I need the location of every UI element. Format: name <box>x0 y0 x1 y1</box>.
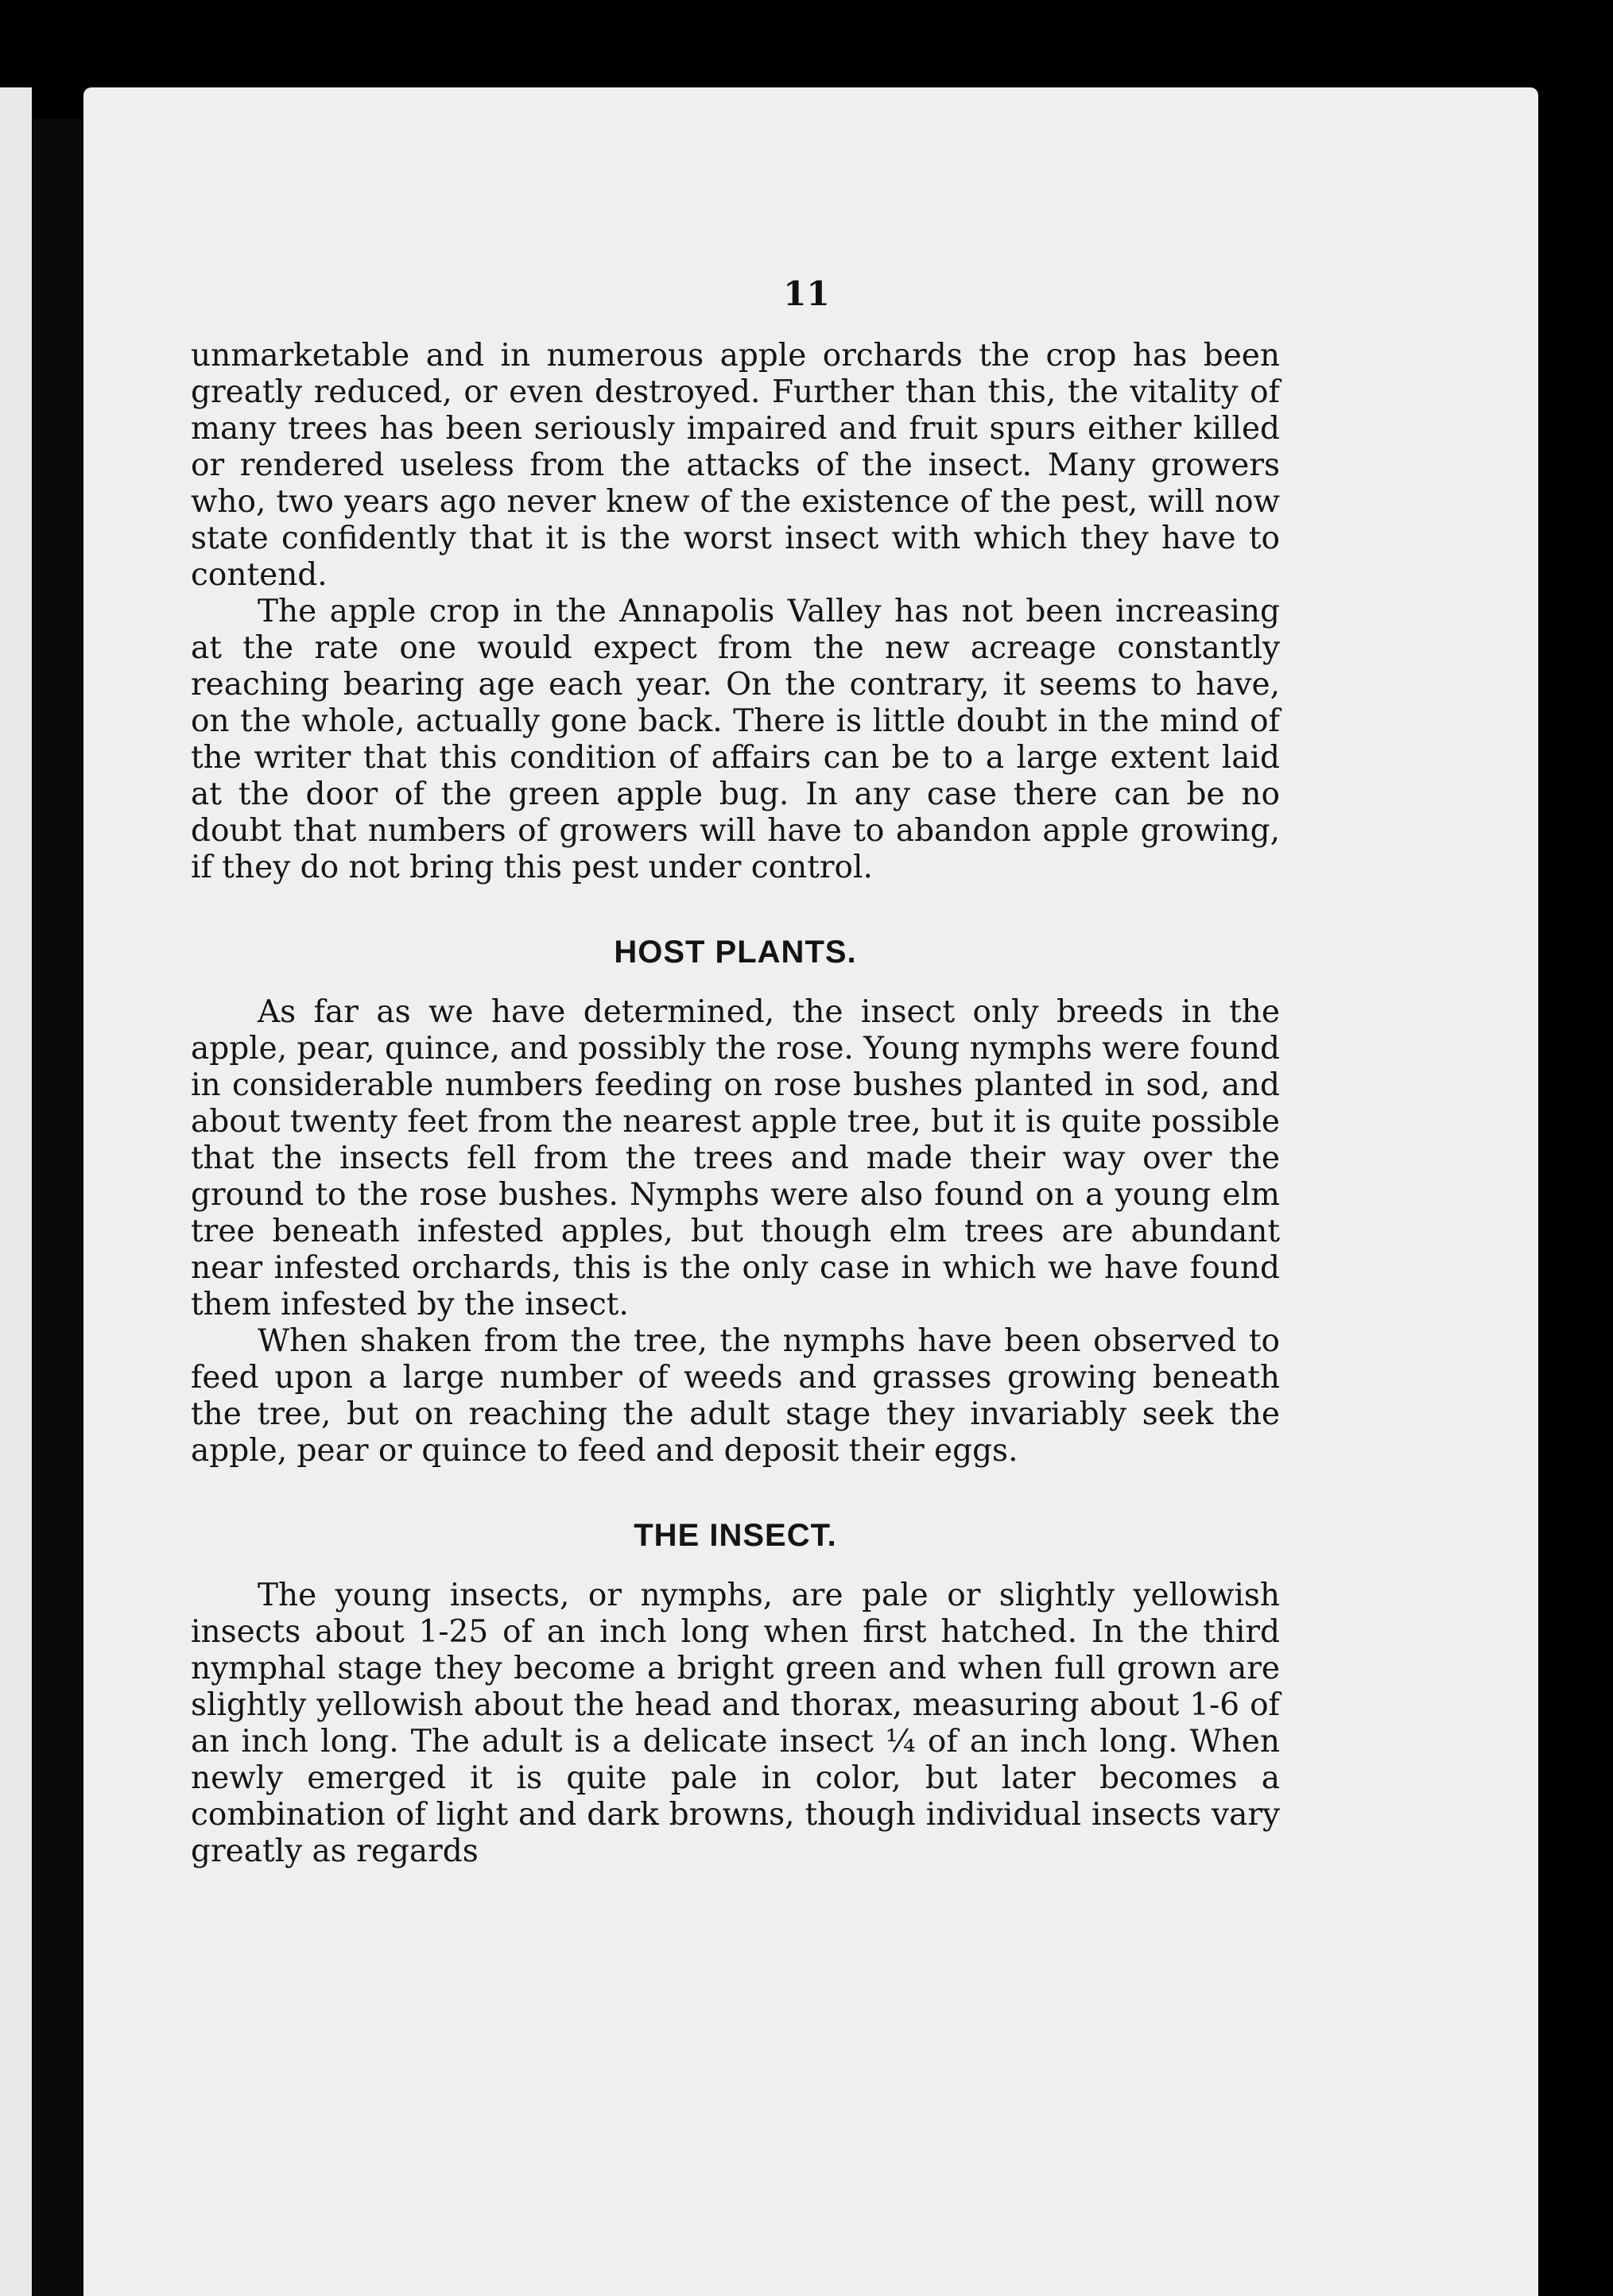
paragraph-nymph-feeding: When shaken from the tree, the nymphs have been observed to feed upon a large number of weeds and grasses growing beneath the tree, but on reaching the adult stage they invariably seek the apple, pear or quince to feed and deposit their eggs. <box>191 1323 1280 1469</box>
paragraph-continued: unmarketable and in numerous apple orchards the crop has been greatly reduced, or even destroyed. Further than this, the vitality of many trees has been seriously impaired and fruit spurs either killed or rendered useless from the attacks of the insect. Many growers who, two years ago never knew of the existence of the pest, will now state confidently that it is the worst insect with which they have to contend. <box>191 338 1280 593</box>
facing-page-edge <box>0 87 32 2296</box>
page-number: 11 <box>783 274 830 313</box>
heading-host-plants: HOST PLANTS. <box>614 935 857 970</box>
heading-the-insect: THE INSECT. <box>634 1518 837 1553</box>
paragraph-the-insect: The young insects, or nymphs, are pale or slightly yellowish insects about 1-25 of an inch long when first hatched. In the third nymphal stage they become a bright green and when full grown are slightly yellowish about the head and thorax, measuring about 1-6 of an inch long. The adult is a delicate insect ¼ of an inch long. When newly emerged it is quite pale in color, but later becomes a combination of light and dark browns, though individual insects vary greatly as regards <box>191 1578 1280 1869</box>
paragraph-apple-crop: The apple crop in the Annapolis Valley has not been increasing at the rate one would expect from the new acreage constantly reaching bearing age each year. On the contrary, it seems to have, on the whole, actually gone back. There is little doubt in the mind of the writer that this condition of affairs can be to a large extent laid at the door of the green apple bug. In any case there can be no doubt that numbers of growers will have to abandon apple growing, if they do not bring this pest under control. <box>191 594 1280 885</box>
paragraph-host-plants: As far as we have determined, the insect only breeds in the apple, pear, quince, and possibly the rose. Young nymphs were found in considerable numbers feeding on rose bushes planted in sod, and about twenty feet from the nearest apple tree, but it is quite possible that the insects fell from the trees and made their way over the ground to the rose bushes. Nymphs were also found on a young elm tree beneath infested apples, but though elm trees are abundant near infested orchards, this is the only case in which we have found them infested by the insect. <box>191 994 1280 1322</box>
page-body <box>191 338 1280 1870</box>
